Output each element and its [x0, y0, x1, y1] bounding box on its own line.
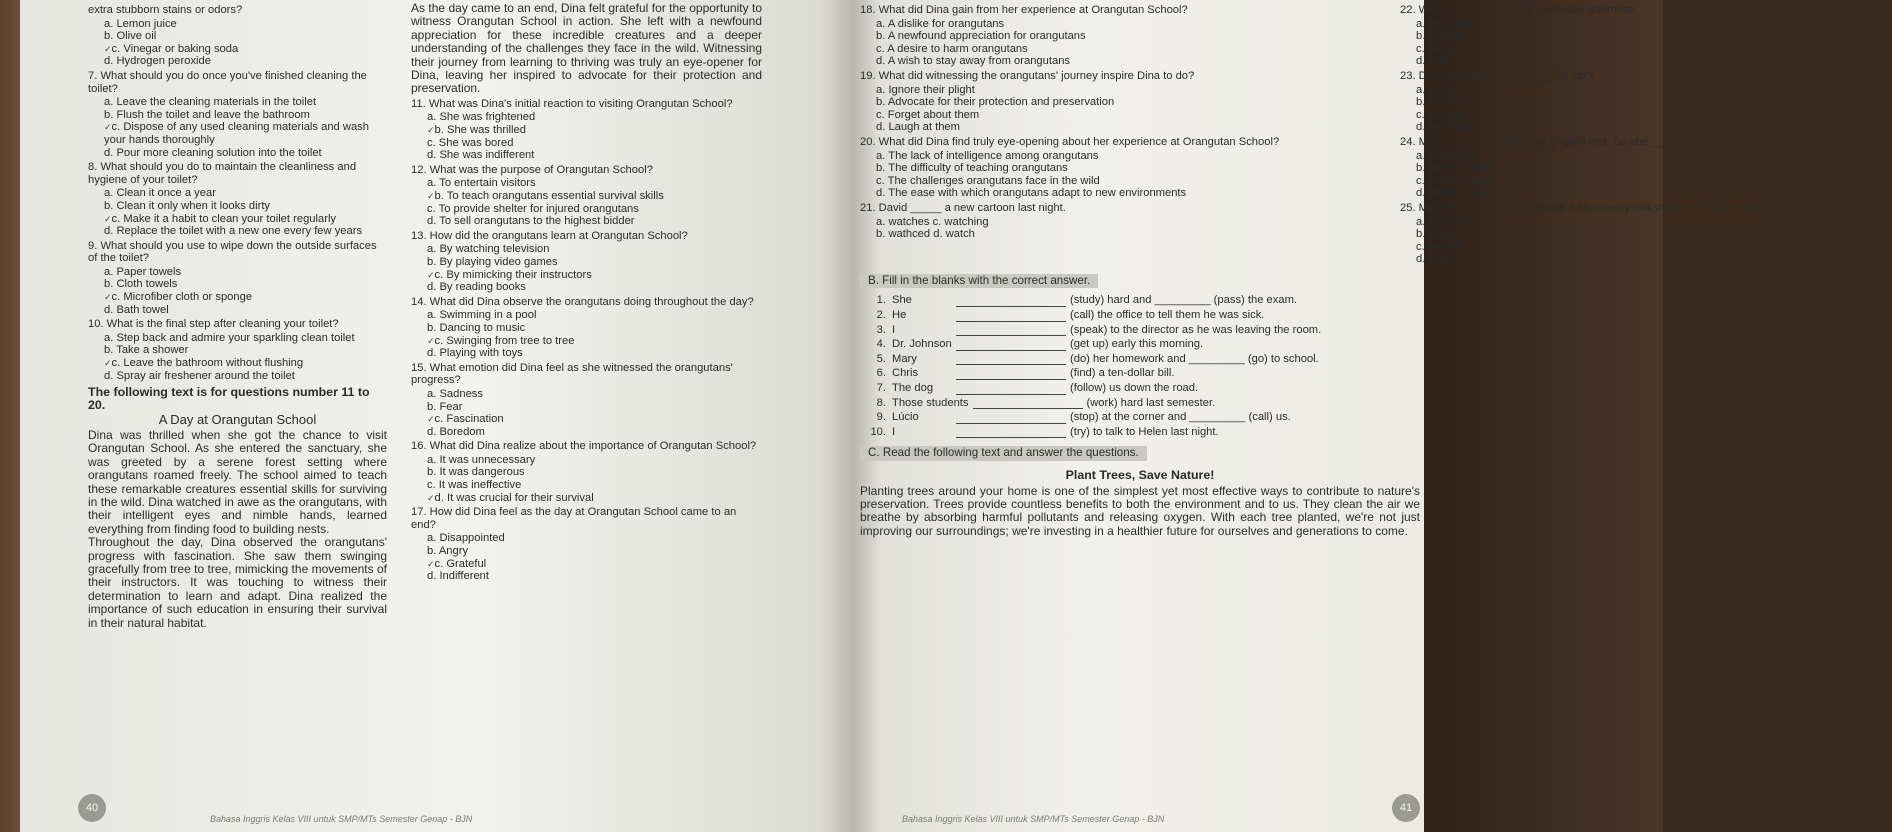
answer-option: b. Flush the toilet and leave the bathroom [104, 108, 310, 121]
question: 8. What should you do to maintain the cleanliness and hygiene of your toilet? [88, 161, 357, 186]
answer-option: a. To entertain visitors [427, 177, 536, 190]
text-body: Planting trees around your home is one of the simplest yet most effective ways to contribute to nature's preservation. Trees provide countless benefits to both the environment and to us. They clean the air we breathe by absorbing harmful pollutants and releasing oxygen. With each tree planted, we're not just improving our surroundings; we're investing in a healthier future for ourselves and generations to come. [860, 483, 1420, 538]
blank-rest: (try) to talk to Helen last night. [1070, 425, 1219, 438]
answer-option: b. It was dangerous [427, 466, 525, 479]
answer-option: a. Ignore their plight [876, 83, 975, 96]
blank-number: 6. [876, 367, 886, 380]
question: 9. What should you use to wipe down the outside surfaces of the toilet? [88, 239, 377, 265]
answer-option: d. washing [1416, 121, 1470, 134]
blank-item [860, 426, 1884, 439]
answer-option: d. want [1416, 253, 1453, 266]
answer-option: a. Step back and admire your sparkling clean toilet [104, 331, 355, 344]
answer-option: d. Hydrogen peroxide [104, 55, 211, 68]
question: 10. What is the final step after cleaning your toilet? [88, 318, 339, 331]
answer-option: d. A wish to stay away from orangutans [876, 55, 1071, 68]
text-title: Plant Trees, Save Nature! [1065, 468, 1215, 482]
text-block: The following text is for questions number 11 to 20. [88, 385, 370, 412]
blank-number: 3. [876, 323, 886, 336]
answer-option: c. wanted [1416, 240, 1464, 253]
question: 17. How did Dina feel as the day at Orangutan School came to an end? [411, 506, 737, 531]
answer-option: ✓ c. Make it a habit to clean your toilet regularly [88, 213, 387, 226]
answer-option: b. aren't / failed [1416, 162, 1493, 175]
question: 20. What did Dina find truly eye-opening about her experience at Orangutan School? [860, 135, 1280, 148]
answer-option: a. Sadness [427, 387, 483, 400]
answer-option: b. Advocate for their protection and preservation [876, 96, 1115, 109]
blank-rest: (speak) to the director as he was leaving the room. [1070, 323, 1322, 336]
answer-option: a. The lack of intelligence among orangutans [876, 149, 1099, 162]
blank-rest: (stop) at the corner and _________ (call) us. [1070, 411, 1291, 424]
answer-option: a. It was unnecessary [427, 453, 536, 466]
answer-line [956, 354, 1066, 365]
answer-option: ✓ b. To teach orangutans essential survival skills [411, 190, 762, 203]
answer-option: b. washed [1416, 96, 1467, 109]
answer-option: a. Leave the cleaning materials in the toilet [104, 96, 317, 109]
blank-subject: I [892, 323, 896, 336]
question: 24. Milly _________ study for English test. So she _________ [1400, 135, 1708, 148]
answer-option: c. Forget about them [876, 108, 980, 121]
answer-line [956, 296, 1066, 307]
blank-rest: (do) her homework and _________ (go) to school. [1070, 352, 1319, 365]
answer-line [956, 413, 1066, 424]
blank-subject: Mary [892, 352, 917, 365]
answer-option: b. Take a shower [104, 344, 189, 357]
section-b-label: B. Fill in the blanks with the correct answer. [860, 274, 1098, 289]
blank-number: 9. [876, 411, 886, 424]
blank-rest: (work) hard last semester. [1086, 396, 1216, 409]
answer-option: ✓ b. She was thrilled [411, 124, 762, 137]
question: 18. What did Dina gain from her experience at Orangutan School? [860, 4, 1188, 16]
page-number-right: 41 [1392, 794, 1420, 822]
answer-option: d. Spray air freshener around the toilet [104, 369, 295, 382]
blank-item [860, 382, 1884, 395]
answer-option: ✓ c. Microfiber cloth or sponge [88, 291, 387, 304]
answer-option: d. Bath towel [104, 303, 169, 316]
answer-option: d. She was indifferent [427, 149, 535, 162]
answer-option: d. By reading books [427, 281, 526, 294]
answer-option: ✓ c. By mimicking their instructors [411, 269, 762, 282]
answer-option: b. Olive oil [104, 30, 157, 43]
blank-rest: (study) hard and _________ (pass) the exam. [1070, 294, 1297, 307]
left-column-1 [20, 0, 395, 790]
blank-item [860, 338, 1884, 351]
answer-option: b. wants [1416, 228, 1458, 241]
answer-option: d. The ease with which orangutans adapt to new environments [876, 187, 1187, 200]
answer-option: d. Replace the toilet with a new one every few years [104, 225, 363, 238]
answer-option: c. She was bored [427, 136, 514, 149]
question: 22. We _________ football yesterday afternoon. [1400, 4, 1639, 16]
answer-option: b. playing [1416, 30, 1464, 43]
answer-option: a. Swimming in a pool [427, 309, 537, 322]
blank-item [860, 397, 1884, 410]
text-block: As the day came to an end, Dina felt grateful for the opportunity to witness Orangutan School in action. She left with a newfound appreciation for these incredible creatures and a deeper understanding of the challenges they face in the wild. Witnessing their journey from learning to thriving was truly an eye-opener for Dina, leaving her inspired to advocate for their protection and preservation. [411, 1, 762, 96]
answer-option: a. wash [1416, 83, 1455, 96]
blank-number: 5. [876, 352, 886, 365]
answer-option: d. Boredom [427, 425, 485, 438]
question: 14. What did Dina observe the orangutans doing throughout the day? [411, 295, 754, 308]
answer-option: c. A desire to harm orangutans [876, 42, 1028, 55]
question: 23. Did your father _________ his car? [1400, 69, 1594, 82]
answer-option: d. Playing with toys [427, 347, 523, 360]
answer-option: d. Laugh at them [876, 121, 960, 134]
answer-option: a. watches c. watching [876, 215, 989, 228]
blank-item [860, 353, 1884, 366]
answer-option: a. She was frightened [427, 111, 536, 124]
blank-item [860, 367, 1884, 380]
question: 25. My sister _________ to make a strawberry milkshake, but she couldn't. [1400, 201, 1771, 214]
answer-option: d. To sell orangutans to the highest bidder [427, 215, 635, 228]
page-number-left: 40 [78, 794, 106, 822]
footer-left: Bahasa Inggris Kelas VIII untuk SMP/MTs Semester Genap - BJN [210, 814, 473, 824]
blank-subject: He [892, 309, 907, 322]
question: 12. What was the purpose of Orangutan School? [411, 163, 653, 176]
answer-line [956, 384, 1066, 395]
answer-option: a. didn't / fail [1416, 149, 1479, 162]
answer-option: d. didn't / failed [1416, 187, 1491, 200]
blank-rest: (find) a ten-dollar bill. [1070, 367, 1175, 380]
blank-rest: (call) the office to tell them he was sick. [1070, 309, 1265, 322]
question: 21. David _____ a new cartoon last night. [860, 201, 1066, 214]
answer-option: a. A dislike for orangutans [876, 17, 1005, 30]
answer-option: c. To provide shelter for injured orangutans [427, 202, 639, 215]
question: 19. What did witnessing the orangutans' journey inspire Dina to do? [860, 69, 1195, 82]
blank-subject: She [892, 294, 912, 307]
answer-option: d. Indifferent [427, 570, 489, 583]
blank-number: 8. [876, 396, 886, 409]
answer-option: ✓ c. Fascination [411, 413, 762, 426]
blank-subject: Lúcio [892, 411, 919, 424]
answer-option: a. was want [1416, 215, 1476, 228]
answer-option: b. Fear [427, 400, 463, 413]
answer-option: b. By playing video games [427, 255, 558, 268]
blank-subject: I [892, 425, 896, 438]
right-column-1 [852, 0, 1392, 266]
question: extra stubborn stains or odors? [88, 4, 243, 16]
blank-item [860, 309, 1884, 322]
answer-line [973, 398, 1083, 409]
blank-number: 1. [876, 294, 886, 307]
answer-line [956, 427, 1066, 438]
answer-option: ✓ c. Dispose of any used cleaning materials and wash your hands thoroughly [88, 121, 387, 146]
answer-option: d. play [1416, 55, 1449, 68]
answer-option: a. was played [1416, 17, 1485, 30]
answer-option: a. Paper towels [104, 265, 182, 278]
blank-subject: Dr. Johnson [892, 338, 952, 351]
answer-option: b. Angry [427, 545, 469, 558]
answer-line [956, 340, 1066, 351]
answer-option: a. By watching television [427, 243, 550, 256]
answer-option: b. The difficulty of teaching orangutans [876, 162, 1068, 175]
blank-subject: Those students [892, 396, 969, 409]
blank-number: 4. [876, 338, 886, 351]
question: 11. What was Dina's initial reaction to visiting Orangutan School? [411, 97, 733, 110]
answer-option: ✓ d. It was crucial for their survival [411, 492, 762, 505]
blank-subject: The dog [892, 382, 934, 395]
section-c-label: C. Read the following text and answer the questions. [860, 446, 1147, 461]
answer-option: b. Cloth towels [104, 278, 178, 291]
answer-option: a. Clean it once a year [104, 187, 216, 200]
answer-option: b. Clean it only when it looks dirty [104, 199, 271, 212]
answer-option: c. washes [1416, 108, 1466, 121]
blank-item [860, 411, 1884, 424]
answer-option: d. Pour more cleaning solution into the toilet [104, 146, 322, 159]
blank-number: 7. [876, 382, 886, 395]
question: 13. How did the orangutans learn at Orangutan School? [411, 229, 688, 242]
answer-line [956, 369, 1066, 380]
answer-option: ✓ c. Vinegar or baking soda [88, 43, 387, 56]
blank-item [860, 294, 1884, 307]
left-column-2 [395, 0, 770, 790]
answer-option: a. Disappointed [427, 532, 505, 545]
text-block: Throughout the day, Dina observed the orangutans' progress with fascination. She saw them swinging gracefully from tree to tree, mimicking the movements of their instructors. It was touching to witness their determination to learn and adapt. Dina realized the importance of such education in ensuring their survival in their natural habitat. [88, 535, 387, 630]
answer-option: c. wasn't / failed [1416, 174, 1496, 187]
blank-number: 2. [876, 309, 886, 322]
blank-rest: (get up) early this morning. [1070, 338, 1204, 351]
blank-subject: Chris [892, 367, 919, 380]
answer-option: ✓ c. Swinging from tree to tree [411, 335, 762, 348]
answer-option: c. The challenges orangutans face in the wild [876, 174, 1100, 187]
fill-blanks-list [860, 294, 1884, 438]
text-block: A Day at Orangutan School [158, 412, 317, 428]
answer-option: b. wathced d. watch [876, 228, 975, 241]
answer-line [956, 325, 1066, 336]
answer-option: c. played [1416, 42, 1461, 55]
right-page [852, 0, 1771, 832]
question: 7. What should you do once you've finished cleaning the toilet? [88, 69, 367, 95]
right-column-2 [1392, 0, 1892, 266]
blank-number: 10. [870, 425, 886, 438]
left-page [20, 0, 852, 832]
text-block: Dina was thrilled when she got the chance to visit Orangutan School. As she entered the sanctuary, she was greeted by a serene forest setting where orangutans roamed freely. The school aimed to teach these remarkable creatures essential skills for surviving in the wild. Dina watched in awe as the orangutans, with their intelligent eyes and nimble hands, learned everything from finding food to building nests. [88, 428, 387, 536]
answer-option: b. A newfound appreciation for orangutans [876, 30, 1086, 43]
blank-rest: (follow) us down the road. [1070, 382, 1199, 395]
answer-line [956, 311, 1066, 322]
answer-option: ✓ c. Leave the bathroom without flushing [88, 357, 387, 370]
answer-option: c. It was ineffective [427, 479, 522, 492]
answer-option: a. Lemon juice [104, 17, 177, 30]
question: 16. What did Dina realize about the importance of Orangutan School? [411, 440, 757, 453]
answer-option: ✓ c. Grateful [411, 558, 762, 571]
footer-right: Bahasa Inggris Kelas VIII untuk SMP/MTs Semester Genap - BJN [902, 814, 1165, 824]
blank-item [860, 324, 1884, 337]
question: 15. What emotion did Dina feel as she witnessed the orangutans' progress? [411, 361, 733, 387]
answer-option: b. Dancing to music [427, 321, 526, 334]
